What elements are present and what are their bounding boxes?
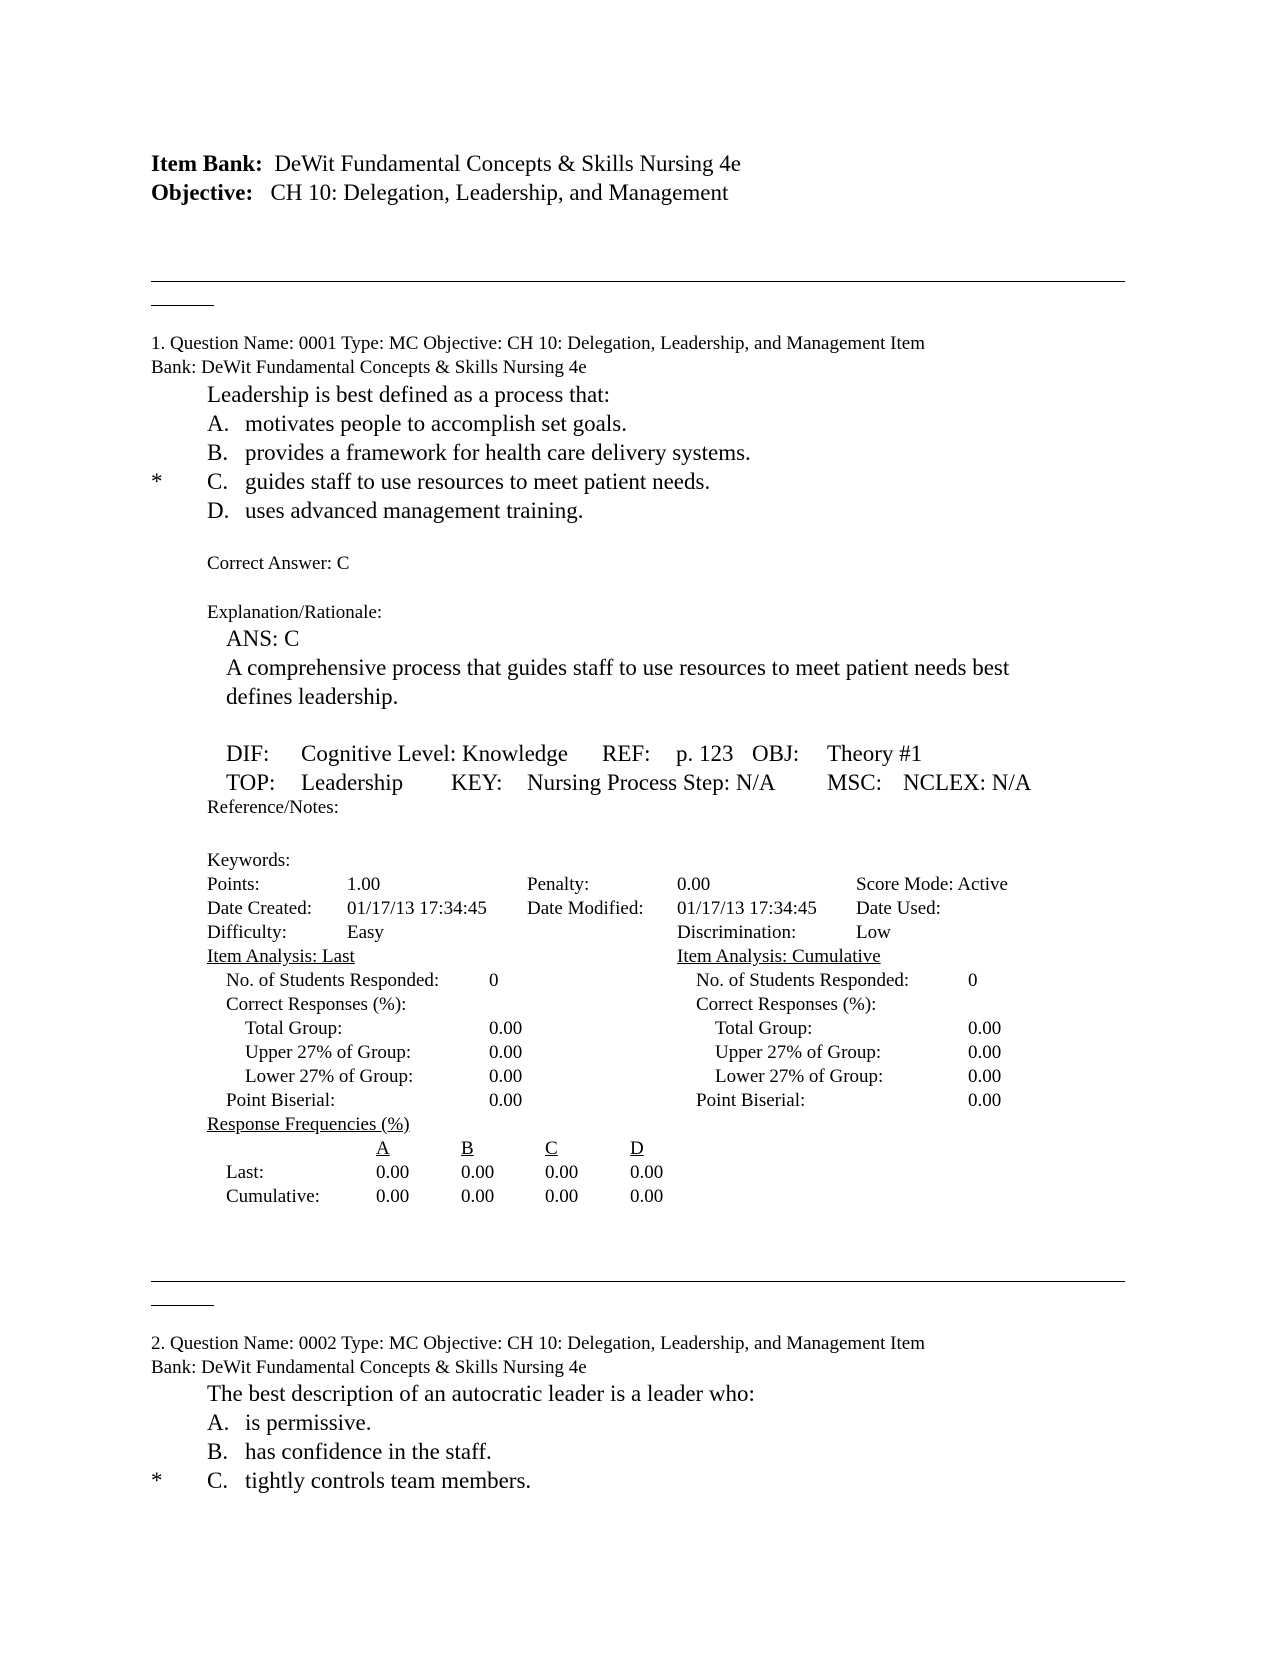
- separator-stub: [151, 1305, 214, 1306]
- cum-upper-label: Upper 27% of Group:: [715, 1042, 882, 1063]
- cum-lower-value: 0.00: [968, 1066, 1002, 1087]
- date-created-value: 01/17/13 17:34:45: [347, 898, 487, 919]
- cum-total-value: 0.00: [968, 1018, 1002, 1039]
- rationale-line1: A comprehensive process that guides staff to use resources to meet patient needs best: [226, 655, 1010, 680]
- option-text: guides staff to use resources to meet patient needs.: [245, 469, 711, 494]
- top-value: Leadership: [301, 770, 404, 795]
- item-bank-label: Item Bank:: [151, 151, 263, 176]
- date-modified-label: Date Modified:: [527, 898, 644, 919]
- cum-biserial-value: 0.00: [968, 1090, 1002, 1111]
- cum-students-label: No. of Students Responded:: [696, 970, 910, 991]
- freq-last-d: 0.00: [630, 1162, 664, 1183]
- freq-cum-b: 0.00: [461, 1186, 495, 1207]
- difficulty-value: Easy: [347, 922, 384, 943]
- difficulty-label: Difficulty:: [207, 922, 287, 943]
- cum-total-label: Total Group:: [715, 1018, 813, 1039]
- dif-value: Cognitive Level: Knowledge: [301, 741, 568, 766]
- analysis-last-title: Item Analysis: Last: [207, 946, 355, 967]
- option-text: tightly controls team members.: [245, 1468, 532, 1493]
- response-freq-title: Response Frequencies (%): [207, 1114, 410, 1135]
- cum-biserial-label: Point Biserial:: [696, 1090, 806, 1111]
- option-text: motivates people to accomplish set goals.: [245, 411, 627, 436]
- keywords: Keywords:: [207, 850, 291, 871]
- msc-value: NCLEX: N/A: [903, 770, 1032, 795]
- option-text: uses advanced management training.: [245, 498, 584, 523]
- item-bank-line: [151, 151, 741, 177]
- freq-cum-label: Cumulative:: [226, 1186, 320, 1207]
- correct-marker: *: [151, 1468, 163, 1493]
- cum-upper-value: 0.00: [968, 1042, 1002, 1063]
- penalty-value: 0.00: [677, 874, 711, 895]
- option-a[interactable]: [207, 1410, 372, 1436]
- question-1-meta-line2: Bank: DeWit Fundamental Concepts & Skills Nursing 4e: [151, 357, 587, 378]
- freq-last-c: 0.00: [545, 1162, 579, 1183]
- option-text: is permissive.: [245, 1410, 372, 1435]
- date-created-label: Date Created:: [207, 898, 312, 919]
- points-value: 1.00: [347, 874, 381, 895]
- question-2-meta-line2: Bank: DeWit Fundamental Concepts & Skills Nursing 4e: [151, 1357, 587, 1378]
- score-mode: Score Mode: Active: [856, 874, 1008, 895]
- freq-col-b: B: [461, 1138, 474, 1159]
- obj-value: Theory #1: [827, 741, 923, 766]
- last-biserial-label: Point Biserial:: [226, 1090, 336, 1111]
- option-letter: C.: [207, 469, 229, 494]
- freq-col-a: A: [376, 1138, 390, 1159]
- msc-label: MSC:: [827, 770, 882, 795]
- freq-last-b: 0.00: [461, 1162, 495, 1183]
- option-letter: B.: [207, 1439, 229, 1464]
- analysis-cum-title: Item Analysis: Cumulative: [677, 946, 881, 967]
- question-1-stem: Leadership is best defined as a process that:: [207, 382, 611, 407]
- last-students-label: No. of Students Responded:: [226, 970, 440, 991]
- discrimination-value: Low: [856, 922, 891, 943]
- objective-label: Objective:: [151, 180, 254, 205]
- freq-last-label: Last:: [226, 1162, 264, 1183]
- freq-last-a: 0.00: [376, 1162, 410, 1183]
- last-upper-value: 0.00: [489, 1042, 523, 1063]
- freq-cum-a: 0.00: [376, 1186, 410, 1207]
- last-upper-label: Upper 27% of Group:: [245, 1042, 412, 1063]
- option-d[interactable]: [207, 498, 584, 524]
- option-letter: C.: [207, 1468, 229, 1493]
- last-total-label: Total Group:: [245, 1018, 343, 1039]
- key-label: KEY:: [451, 770, 503, 795]
- freq-cum-d: 0.00: [630, 1186, 664, 1207]
- discrimination-label: Discrimination:: [677, 922, 797, 943]
- last-lower-label: Lower 27% of Group:: [245, 1066, 414, 1087]
- option-letter: A.: [207, 1410, 230, 1435]
- last-biserial-value: 0.00: [489, 1090, 523, 1111]
- option-text: provides a framework for health care delivery systems.: [245, 440, 751, 465]
- freq-cum-c: 0.00: [545, 1186, 579, 1207]
- freq-col-c: C: [545, 1138, 558, 1159]
- option-b[interactable]: [207, 1439, 492, 1465]
- freq-col-d: D: [630, 1138, 644, 1159]
- obj-label: OBJ:: [752, 741, 800, 766]
- correct-answer: Correct Answer: C: [207, 553, 350, 574]
- ref-label: REF:: [602, 741, 651, 766]
- option-letter: B.: [207, 440, 229, 465]
- reference-notes: Reference/Notes:: [207, 797, 339, 818]
- last-total-value: 0.00: [489, 1018, 523, 1039]
- option-text: has confidence in the staff.: [245, 1439, 492, 1464]
- last-lower-value: 0.00: [489, 1066, 523, 1087]
- option-c[interactable]: [207, 469, 711, 495]
- item-bank-value: DeWit Fundamental Concepts & Skills Nursing 4e: [274, 151, 742, 176]
- objective-value: CH 10: Delegation, Leadership, and Management: [270, 180, 729, 205]
- dif-label: DIF:: [226, 741, 270, 766]
- option-b[interactable]: [207, 440, 751, 466]
- separator-rule: [151, 281, 1125, 282]
- separator-stub: [151, 305, 214, 306]
- objective-line: [151, 180, 728, 206]
- key-value: Nursing Process Step: N/A: [527, 770, 776, 795]
- points-label: Points:: [207, 874, 260, 895]
- question-2-meta-line1: 2. Question Name: 0002 Type: MC Objective: CH 10: Delegation, Leadership, and Management Item: [151, 1333, 925, 1354]
- option-letter: A.: [207, 411, 230, 436]
- top-label: TOP:: [226, 770, 276, 795]
- ans-line: ANS: C: [226, 626, 300, 651]
- separator-rule: [151, 1281, 1125, 1282]
- option-a[interactable]: [207, 411, 627, 437]
- ref-value: p. 123: [676, 741, 734, 766]
- cum-students-value: 0: [968, 970, 978, 991]
- last-correct-label: Correct Responses (%):: [226, 994, 407, 1015]
- correct-marker: *: [151, 469, 163, 494]
- question-2-stem: The best description of an autocratic leader is a leader who:: [207, 1381, 755, 1406]
- cum-correct-label: Correct Responses (%):: [696, 994, 877, 1015]
- question-1-meta-line1: 1. Question Name: 0001 Type: MC Objective: CH 10: Delegation, Leadership, and Management Item: [151, 333, 925, 354]
- explanation-label: Explanation/Rationale:: [207, 602, 383, 623]
- date-modified-value: 01/17/13 17:34:45: [677, 898, 817, 919]
- last-students-value: 0: [489, 970, 499, 991]
- option-c[interactable]: [207, 1468, 532, 1494]
- date-used-label: Date Used:: [856, 898, 941, 919]
- rationale-line2: defines leadership.: [226, 684, 399, 709]
- option-letter: D.: [207, 498, 230, 523]
- cum-lower-label: Lower 27% of Group:: [715, 1066, 884, 1087]
- penalty-label: Penalty:: [527, 874, 590, 895]
